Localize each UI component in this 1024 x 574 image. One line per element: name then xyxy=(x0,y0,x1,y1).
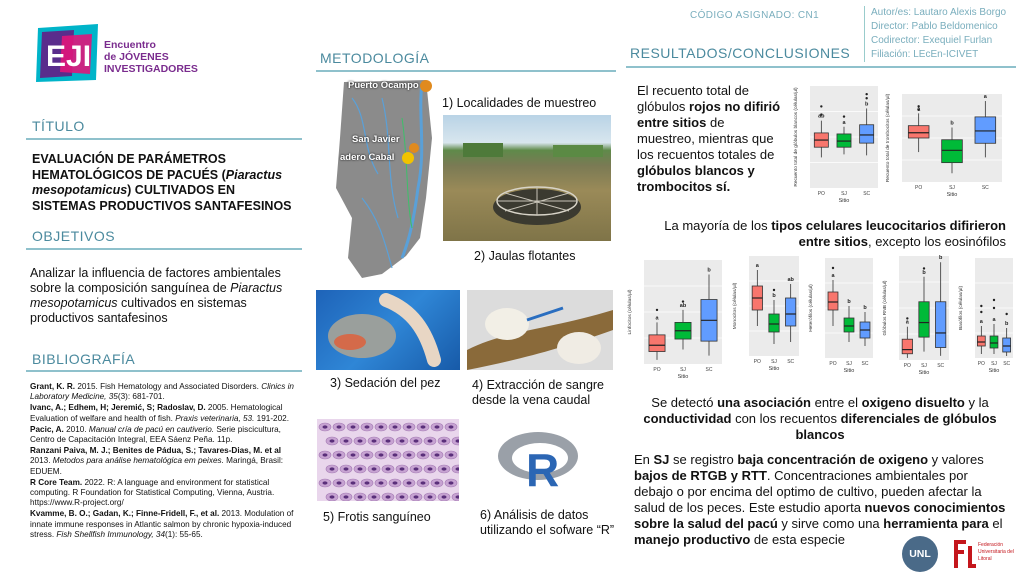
blood-extraction-photo xyxy=(467,290,613,370)
chart-monocitos xyxy=(729,248,803,378)
objective-text: Analizar la influencia de factores ambientales sobre la composición sanguínea de Piaractus mesopotamicus cultivados en sistemas productivos santafesinos xyxy=(30,266,283,325)
x-axis-label: Sitio xyxy=(677,374,689,380)
map-label: Puerto Ocampo xyxy=(348,80,419,91)
outlier-point xyxy=(843,115,845,117)
significance-letter: b xyxy=(922,269,926,276)
outlier-point xyxy=(993,299,995,301)
significance-letter: b xyxy=(847,299,851,305)
significance-letter: b xyxy=(864,101,869,108)
box-sc xyxy=(1003,338,1011,352)
box-sj xyxy=(990,336,998,348)
x-tick-label: SC xyxy=(981,185,989,191)
significance-letter: a xyxy=(983,94,987,101)
ful-logo: Federación Universitaria del Litoral xyxy=(948,536,1018,572)
x-tick-label: SC xyxy=(705,367,713,373)
result-paragraph-4: En SJ se registro baja concentración de oxigeno y valores bajos de RTGB y RTT. Concentraciones ambientales por debajo o por encima del optimo de cultivo, pueden afectar la salud de los peces. Este estudio aporta nuevos conocimientos sobre la salud del pacú y sirve como una herramienta para el manejo productivo de esta especie xyxy=(634,452,1006,547)
chart-globulos-rnb xyxy=(879,248,953,382)
caption-blood-extraction: 4) Extracción de sangre desde la vena caudal xyxy=(472,378,605,407)
svg-text:EJI: EJI xyxy=(46,40,92,73)
x-axis-label: Sitio xyxy=(946,192,958,198)
significance-letter: ab xyxy=(787,277,794,283)
x-tick-label: PO xyxy=(977,361,985,367)
outlier-point xyxy=(773,289,775,291)
r-logo xyxy=(496,428,580,490)
x-axis-label: Sitio xyxy=(918,370,930,376)
x-tick-label: SJ xyxy=(921,363,927,369)
y-axis-label: Recuento total de glóbulos blancos (células/µl) xyxy=(794,87,799,187)
y-axis-label: Linfocitos (células/µl) xyxy=(628,289,633,335)
outlier-point xyxy=(820,105,822,107)
outlier-point xyxy=(656,309,658,311)
x-tick-label: PO xyxy=(817,191,825,197)
box-po xyxy=(977,336,985,346)
x-tick-label: PO xyxy=(903,363,911,369)
reference-item: Ranzani Paiva, M. J.; Benites de Pádua, S.; Tavares-Dias, M. et al 2013. Metodos para análise hematológica em peixes. Maringá, Brasil: EDUEM. xyxy=(30,446,284,476)
result-paragraph-2: La mayoría de los tipos celulares leucocitarios difirieron entre sitios, excepto los eosinófilos xyxy=(664,218,1006,249)
chart-trombocitos-total xyxy=(882,86,1006,204)
caption-r-analysis: 6) Análisis de datos utilizando el sofware “R” xyxy=(480,508,615,537)
titulo-header: TÍTULO xyxy=(32,118,85,134)
fish-sedation-photo xyxy=(316,290,460,370)
outlier-point xyxy=(865,97,867,99)
map-label: adero Cabal xyxy=(340,152,395,163)
outlier-point xyxy=(980,305,982,307)
chart-basofilos xyxy=(955,250,1017,380)
sampling-map xyxy=(322,78,442,280)
result-paragraph-3: Se detectó una asociación entre el oxigeno disuelto y la conductividad con los recuentos diferenciales de glóbulos blancos xyxy=(643,395,997,442)
outlier-point xyxy=(832,267,834,269)
eji-logo-mark xyxy=(34,22,102,84)
authors-block xyxy=(864,6,1006,62)
assigned-code: CÓDIGO ASIGNADO: CN1 xyxy=(690,10,820,21)
box-sj xyxy=(844,318,854,332)
x-tick-label: PO xyxy=(753,359,761,365)
floating-cages-photo xyxy=(443,115,611,241)
author-line: Autor/es: Lautaro Alexis Borgo xyxy=(871,7,1007,18)
significance-letter: ab xyxy=(818,113,825,120)
x-tick-label: SC xyxy=(863,191,871,197)
caption-blood-smear: 5) Frotis sanguíneo xyxy=(323,510,431,524)
x-axis-label: Sitio xyxy=(838,198,850,204)
eji-logo xyxy=(34,22,204,86)
significance-letter: b xyxy=(707,267,711,274)
chart-leucocitos-total xyxy=(790,78,882,210)
reference-item: Pacic, A. 2010. Manual cría de pacú en cautiverio. Serie piscicultura, Centro de Capacitación Integral, EEA Sáenz Peña. 11p. xyxy=(30,424,281,445)
significance-letter: a xyxy=(917,106,921,113)
caption-sampling-sites: 1) Localidades de muestreo xyxy=(442,96,597,110)
reference-item: Ivanc, A.; Edhem, H; Jeremić, S; Radoslav, D. 2005. Hematological Evaluation of welfare and health of fish. Praxis veterinaria, 53. 191-202. xyxy=(30,403,289,423)
x-tick-label: SJ xyxy=(846,361,852,367)
outlier-point xyxy=(993,307,995,309)
caption-sedation: 3) Sedación del pez xyxy=(330,376,441,390)
x-axis-label: Sitio xyxy=(768,366,780,372)
significance-letter: a xyxy=(842,119,846,126)
x-tick-label: SJ xyxy=(680,367,686,373)
x-tick-label: SC xyxy=(787,359,795,365)
box-po xyxy=(649,335,665,352)
y-axis-label: Monocitos (células/µl) xyxy=(733,282,738,330)
reference-item: Kvamme, B. O.; Gadan, K.; Finne-Fridell, F., et al. 2013. Modulation of innate immune responses in Atlantic salmon by chronic hypoxia-induced stress. Fish Shellfish Immunology, 34(1): 55-65. xyxy=(30,509,294,539)
x-tick-label: SJ xyxy=(991,361,997,367)
logo-line: INVESTIGADORES xyxy=(104,63,198,75)
unl-logo: UNL xyxy=(902,536,938,572)
significance-letter: a xyxy=(655,315,659,322)
author-line: Codirector: Exequiel Furlan xyxy=(871,35,993,46)
svg-text:R: R xyxy=(526,444,560,490)
box-sj xyxy=(769,314,779,332)
x-tick-label: SJ xyxy=(841,191,847,197)
x-axis-label: Sitio xyxy=(988,368,1000,374)
outlier-point xyxy=(1005,313,1007,315)
box-sc xyxy=(936,302,946,348)
poster-title: EVALUACIÓN DE PARÁMETROS HEMATOLÓGICOS DE PACUÉS (Piaractus mesopotamicus) CULTIVADOS EN SISTEMAS PRODUCTIVOS SANTAFESINOS xyxy=(32,152,292,213)
author-line: Director: Pablo Beldomenico xyxy=(871,21,998,32)
box-sc xyxy=(786,298,796,326)
y-axis-label: Heterófilos (células/µl) xyxy=(809,284,814,332)
box-po xyxy=(902,339,912,354)
y-axis-label: Recuento total de trombocitos (células/µl) xyxy=(886,93,891,183)
box-sj xyxy=(919,302,929,337)
x-axis-label: Sitio xyxy=(843,368,855,374)
x-tick-label: PO xyxy=(653,367,661,373)
box-sc xyxy=(860,125,874,143)
significance-letter: b xyxy=(772,293,776,299)
bibliografia-header: BIBLIOGRAFÍA xyxy=(32,351,136,367)
y-axis-label: Glóbulos RNB (células/µl) xyxy=(883,280,888,336)
y-axis-label: Basófilos (células/µl) xyxy=(959,285,964,331)
significance-letter: b xyxy=(950,120,954,127)
x-tick-label: PO xyxy=(915,185,923,191)
box-po xyxy=(828,292,838,310)
significance-letter: a xyxy=(905,319,909,326)
bibliography-list xyxy=(30,382,302,541)
resultados-header: RESULTADOS/CONCLUSIONES xyxy=(630,45,851,61)
box-sj xyxy=(942,140,963,163)
significance-letter: ab xyxy=(679,302,687,309)
significance-letter: b xyxy=(938,255,943,262)
chart-heterofilos xyxy=(805,250,877,380)
objetivos-header: OBJETIVOS xyxy=(32,228,116,244)
reference-item: R Core Team. 2022. R: A language and environment for statistical computing. R Foundation for Statistical Computing, Vienna, Austria. https://www.R-project.org/ xyxy=(30,477,275,508)
reference-item: Grant, K. R. 2015. Fish Hematology and Associated Disorders. Clinics in Laboratory Medicine, 35(3): 681-701. xyxy=(30,382,294,402)
x-tick-label: SC xyxy=(1003,361,1011,367)
significance-letter: a xyxy=(755,263,759,269)
metodologia-header: METODOLOGÍA xyxy=(320,50,430,66)
logo-line: de JÓVENES xyxy=(104,51,169,63)
significance-letter: b xyxy=(863,305,867,311)
chart-linfocitos xyxy=(624,252,726,386)
logo-line: Encuentro xyxy=(104,39,156,51)
significance-letter: a xyxy=(831,273,835,279)
box-po xyxy=(908,126,929,138)
x-tick-label: PO xyxy=(829,361,837,367)
significance-letter: a xyxy=(979,319,983,325)
box-sc xyxy=(975,117,996,143)
x-tick-label: SC xyxy=(861,361,869,367)
significance-letter: a xyxy=(992,317,996,323)
x-tick-label: SC xyxy=(937,363,945,369)
outlier-point xyxy=(980,311,982,313)
author-line: Filiación: LEcEn-ICIVET xyxy=(871,49,979,60)
x-tick-label: SJ xyxy=(949,185,955,191)
caption-floating-cages: 2) Jaulas flotantes xyxy=(474,249,576,263)
result-paragraph-1: El recuento total de glóbulos rojos no difirió entre sitios de muestreo, mientras que los recuentos totales de glóbulos blancos y trombocitos sí. xyxy=(637,83,781,194)
blood-smear-photo xyxy=(317,419,459,501)
outlier-point xyxy=(865,93,867,95)
x-tick-label: SJ xyxy=(771,359,777,365)
map-label: San Javier xyxy=(352,134,400,145)
significance-letter: b xyxy=(1004,321,1009,327)
